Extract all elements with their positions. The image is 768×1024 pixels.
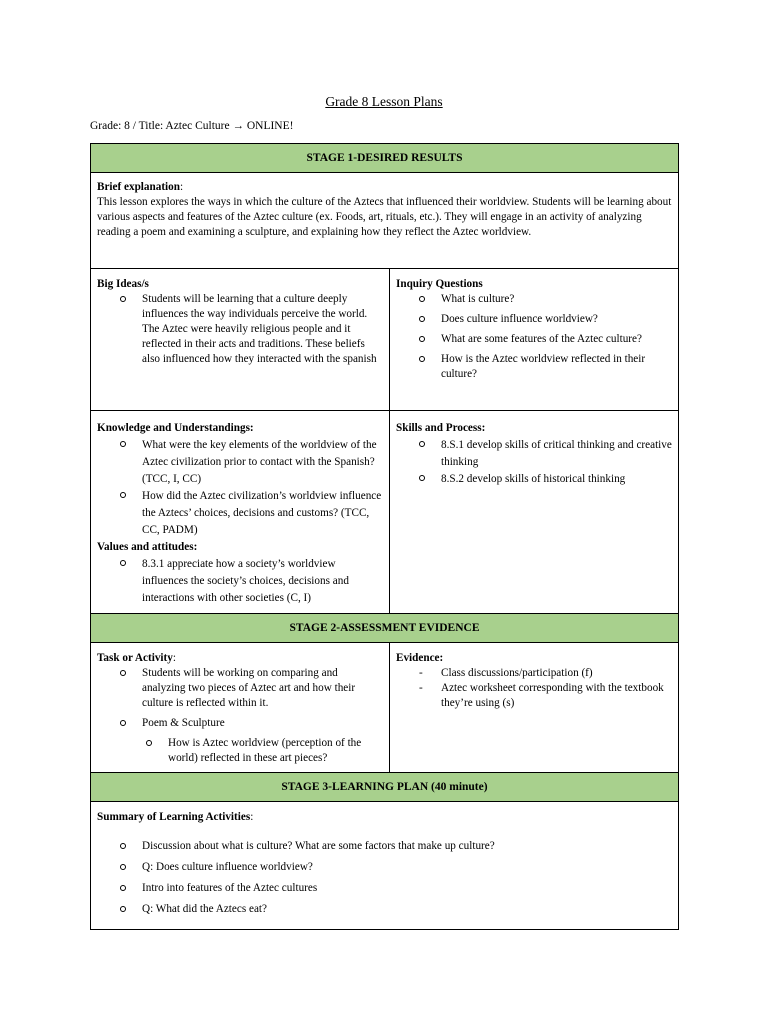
brief-explanation-cell: Brief explanation: This lesson explores the ways in which the culture of the Aztecs that influenced their worldview. Students will be learning about various aspects and features of the Aztec culture (ex. Foods, art, rituals, etc.). They will engage in an activity of analyzing reading a poem and examining a sculpture, and explaining how they reflect the Aztec worldview. xyxy=(91,173,679,269)
list-item: 8.S.2 develop skills of historical thinking xyxy=(417,471,672,488)
stage2-heading: STAGE 2-ASSESSMENT EVIDENCE xyxy=(91,614,679,643)
evidence-cell xyxy=(390,643,679,773)
brief-explanation-text: This lesson explores the ways in which the culture of the Aztecs that influenced their worldview. Students will be learning about various aspects and features of the Aztec culture (ex. Foods, art, rituals, etc.). They will engage in an activity of analyzing reading a poem and examining a sculpture, and explaining how they reflect the Aztec worldview. xyxy=(97,196,672,238)
inquiry-questions-cell xyxy=(390,269,679,411)
knowledge-list xyxy=(97,437,383,539)
list-item: Students will be learning that a culture deeply influences the way individuals perceive the world. The Aztec were heavily religious people and it reflected in their acts and traditions. These beliefs also influenced how they interacted with the spanish xyxy=(118,292,383,367)
list-item: 8.S.1 develop skills of critical thinking and creative thinking xyxy=(417,437,672,471)
list-item: - Aztec worksheet corresponding with the textbook they’re using (s) xyxy=(417,681,672,711)
knowledge-row xyxy=(91,411,679,614)
list-item: Intro into features of the Aztec cultures xyxy=(118,881,672,896)
skills-process-label: Skills and Process: xyxy=(396,422,486,434)
list-item: What is culture? xyxy=(417,292,672,307)
list-item: How is Aztec worldview (perception of the world) reflected in these art pieces? xyxy=(144,736,383,766)
list-item: - Class discussions/participation (f) xyxy=(417,666,672,681)
big-ideas-row xyxy=(91,269,679,411)
big-ideas-list xyxy=(97,292,383,367)
inquiry-questions-label: Inquiry Questions xyxy=(396,278,483,290)
skills-process-list xyxy=(396,437,672,488)
learning-activities-list xyxy=(97,839,672,917)
skills-process-cell xyxy=(390,411,679,614)
summary-label: Summary of Learning Activities xyxy=(97,811,251,823)
stage1-header-row xyxy=(91,144,679,173)
lesson-plan-table xyxy=(90,143,679,930)
stage3-header-row xyxy=(91,773,679,802)
evidence-list xyxy=(396,666,672,711)
big-ideas-cell xyxy=(91,269,390,411)
big-ideas-label: Big Ideas/s xyxy=(97,278,149,290)
learning-activities-cell: Summary of Learning Activities: Discussion about what is culture? What are some factors that make up culture? Q: Does culture influence worldview? Intro into features of the Aztec cultures Q: What did the Aztecs eat? xyxy=(91,802,679,930)
list-item: What are some features of the Aztec culture? xyxy=(417,332,672,347)
stage1-heading: STAGE 1-DESIRED RESULTS xyxy=(91,144,679,173)
task-evidence-row xyxy=(91,643,679,773)
task-activity-list xyxy=(97,666,383,731)
list-item: Does culture influence worldview? xyxy=(417,312,672,327)
list-item-text: Poem & Sculpture xyxy=(142,717,225,729)
grade-title-line: Grade: 8 / Title: Aztec Culture → ONLINE! xyxy=(90,120,294,132)
list-item: Q: Does culture influence worldview? xyxy=(118,860,672,875)
evidence-label: Evidence: xyxy=(396,652,444,664)
brief-explanation-label: Brief explanation xyxy=(97,181,180,193)
knowledge-label: Knowledge and Understandings: xyxy=(97,422,254,434)
knowledge-cell xyxy=(91,411,390,614)
list-item: Discussion about what is culture? What are some factors that make up culture? xyxy=(118,839,672,854)
stage2-header-row xyxy=(91,614,679,643)
task-activity-cell: Task or Activity: Students will be working on comparing and analyzing two pieces of Aztec art and how their culture is reflected within it. Poem & Sculpture How is Aztec worldview (perception of the world) reflected in these art pieces? xyxy=(91,643,390,773)
list-item: What were the key elements of the worldview of the Aztec civilization prior to contact with the Spanish? (TCC, I, CC) xyxy=(118,437,383,488)
values-attitudes-list xyxy=(97,556,383,607)
list-item: How did the Aztec civilization’s worldview influence the Aztecs’ choices, decisions and customs? (TCC, CC, PADM) xyxy=(118,488,383,539)
list-item: How is the Aztec worldview reflected in their culture? xyxy=(417,352,672,382)
values-attitudes-label: Values and attitudes: xyxy=(97,541,198,553)
list-item: Students will be working on comparing and analyzing two pieces of Aztec art and how their culture is reflected within it. xyxy=(118,666,383,711)
list-item: Q: What did the Aztecs eat? xyxy=(118,902,672,917)
list-item: 8.3.1 appreciate how a society’s worldview influences the society’s choices, decisions and interactions with other societies (C, I) xyxy=(118,556,383,607)
brief-explanation-row xyxy=(91,173,679,269)
list-item xyxy=(118,716,383,731)
task-activity-sublist xyxy=(97,736,383,766)
inquiry-questions-list xyxy=(396,292,672,382)
stage3-heading: STAGE 3-LEARNING PLAN (40 minute) xyxy=(91,773,679,802)
task-activity-label: Task or Activity xyxy=(97,652,173,664)
document-title: Grade 8 Lesson Plans xyxy=(325,94,443,109)
learning-activities-row xyxy=(91,802,679,930)
